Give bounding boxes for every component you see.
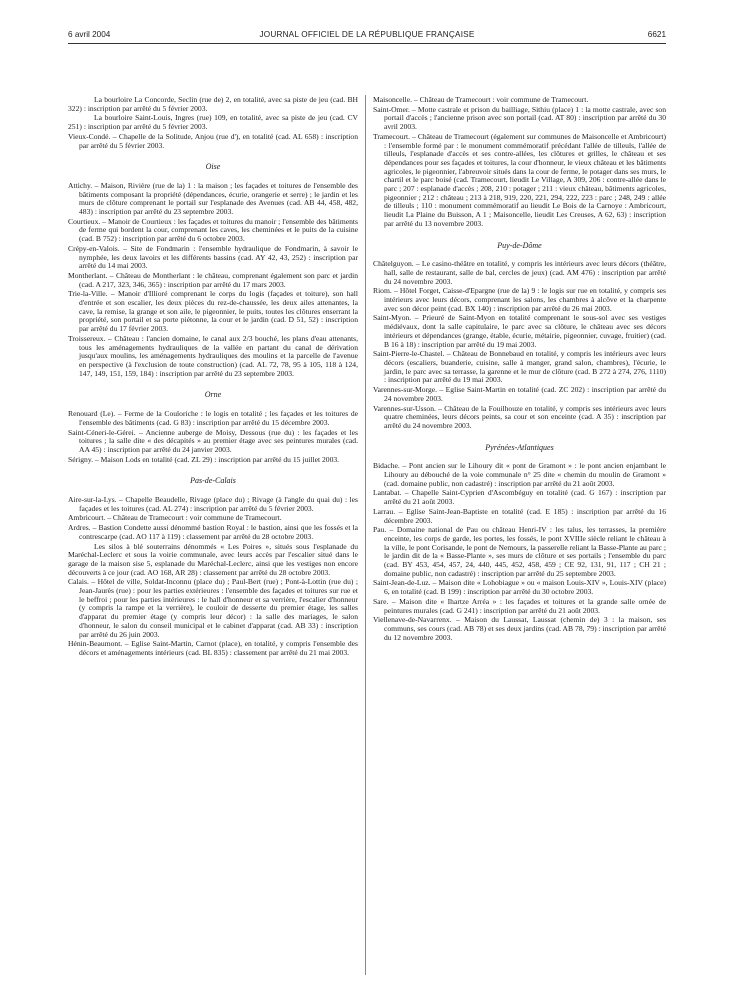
entry: Vieux-Condé. – Chapelle de la Solitude, Anjou (rue d'), en totalité (cad. AL 658) : inscription par arrêté du 5 février 2003. [68,131,358,150]
entry: Lantabat. – Chapelle Saint-Cyprien d'Ascombéguy en totalité (cad. G 167) : inscription par arrêté du 21 août 2003. [373,488,666,507]
page-header [68,30,666,42]
entry: Hénin-Beaumont. – Eglise Saint-Martin, Carnot (place), en totalité, y compris l'ensemble des décors et aménagements intérieurs (cad. BL 835) : classement par arrêté du 21 mai 2003. [68,639,358,657]
entry: Riom. – Hôtel Forget, Caisse-d'Epargne (rue de la) 9 : le logis sur rue en totalité, y compris ses intérieurs avec leurs décors, comprenant les salons, les chambres à alcôve et la charpente avec son décor peint (cad. BX 140) : inscription par arrêté du 26 mai 2003. [373,286,666,313]
entry: Tramecourt. – Château de Tramecourt (également sur communes de Maisoncelle et Ambricourt) : l'ensemble formé par : le monument commémoratif précédant l'allée de tilleuls, l'allée de tilleuls, l'esplanade d'accès et ses contre-allées, les clôtures et grilles, le château et ses dépendances pour ses façades et toitures, la cour d'honneur, le vieux château et les bâtiments agricoles, le pigeonnier, l'abreuvoir situés dans la cour de ferme, le potager dans ses murs, le chartil et le parc boisé (cad. Tramecourt, lieudit Le Village, A 309, 206 : contre-allée dans le parc ; 207 : esplanade d'accès ; 208, 210 : potager ; 211 : vieux château, bâtiments agricoles, pigeonnier ; 212 : château ; 213 à 218, 919, 220, 221, 294, 222, 223 : parc ; 248, 249 : allée de tilleuls ; 110 : monument commémoratif au lieudit Le Bois de la Carnoye : Ambricourt, lieudit La Plaine du Buisson, A 1 ; Maisoncelle, lieudit Les Creuses, A 62, 63) : inscription par arrêté du 13 novembre 2003. [373,131,666,228]
entry: Calais. – Hôtel de ville, Soldat-Inconnu (place du) ; Paul-Bert (rue) ; Pont-à-Lottin (rue du) ; Jean-Jaurès (rue) : pour les parties extérieures : l'ensemble des façades et toitures sur rue et le beffroi ; pour les parties intérieures : le hall d'honneur et sa verrière, l'escalier d'honneur (y compris la rampe et la verrière), le couloir de desserte du premier étage, les salles d'apparat du premier étage (y compris leur décor) : la salle des mariages, le salon d'honneur, le salon du conseil municipal et le cabinet d'apparat (cad. AB 33) : inscription par arrêté du 26 juin 2003. [68,577,358,639]
entry: Châtelguyon. – Le casino-théâtre en totalité, y compris les intérieurs avec leurs décors (théâtre, hall, salle de restaurant, salle de bal, cercles de jeux) (cad. AM 476) : inscription par arrêté du 24 novembre 2003. [373,259,666,286]
entry: La bourloire La Concorde, Seclin (rue de) 2, en totalité, avec sa piste de jeu (cad. BH 322) : inscription par arrêté du 5 février 2003. [68,95,358,113]
journal-title: JOURNAL OFFICIEL DE LA RÉPUBLIQUE FRANÇAISE [259,30,475,39]
entry: Renouard (Le). – Ferme de la Couloriche : le logis en totalité ; les façades et les toitures de l'ensemble des bâtiments (cad. G 83) : inscription par arrêté du 15 décembre 2003. [68,409,358,427]
entry: Maisoncelle. – Château de Tramecourt : voir commune de Tramecourt. [373,95,589,104]
section-heading-oise: Oise [205,162,221,172]
right-column [373,96,666,643]
entry: Ambricourt. – Château de Tramecourt : voir commune de Tramecourt. [68,513,282,523]
entry: Saint-Jean-de-Luz. – Maison dite « Lohobiague » ou « maison Louis-XIV », Louis-XIV (place) 6, en totalité (cad. B 199) : inscription par arrêté du 30 octobre 2003. [373,578,666,597]
entry: Viellenave-de-Navarrenx. – Maison du Laussat, Laussat (chemin de) 3 : la maison, ses communs, ses cours (cad. AB 78) et ses deux jardins (cad. AB 78, 79) : inscription par arrêté du 12 novembre 2003. [373,615,666,642]
entry: Sare. – Maison dite « Ihartze Arréa » : les façades et toitures et la grande salle ornée de peintures murales (cad. G 241) : inscription par arrêté du 21 août 2003. [373,596,666,615]
entry: Varennes-sur-Usson. – Château de la Fouilhouze en totalité, y compris ses intérieurs avec leurs quatre cheminées, leurs décors peints, sa cour et son enceinte (cad. A 35) : inscription par arrêté du 24 novembre 2003. [373,403,666,430]
section-heading-pyrenees-atlantiques: Pyrénées-Atlantiques [485,442,554,452]
section-heading-puy-de-dome: Puy-de-Dôme [497,240,542,250]
entry: Crépy-en-Valois. – Site de Fondmarin : l'ensemble hydraulique de Fondmarin, à savoir le nymphée, les deux lavoirs et les différents bassins (cad. AY 42, 43, 252) : inscription par arrêté du 14 mai 2003. [68,243,358,271]
entry: Aire-sur-la-Lys. – Chapelle Beaudelle, Rivage (place du) ; Rivage (à l'angle du quai du) : les façades et les toitures (cad. AL 274) : inscription par arrêté du 5 février 2003. [68,495,358,513]
entry: Saint-Myon. – Prieuré de Saint-Myon en totalité comprenant le sous-sol avec ses vestiges médiévaux, dont la salle capitulaire, le parc avec sa clôture, le château avec ses décors intérieurs et dépendances (grange, étable, écurie, métairie, pigeonnier, cuvage, fruitier) (cad. B 16 à 18) : inscription par arrêté du 19 mai 2003. [373,313,666,349]
entry: Saint-Omer. – Motte castrale et prison du bailliage, Sithiu (place) 1 : la motte castrale, avec son portail d'accès ; l'ancienne prison avec son portail (cad. AT 80) : inscription par arrêté du 30 avril 2003. [373,104,666,132]
entry: Bidache. – Pont ancien sur le Lihoury dit « pont de Gramont » : le pont ancien enjambant le Lihoury au débouché de la voie communale n° 25 dite « chemin du moulin de Gramont » (cad. domaine public, non cadastré) : inscription par arrêté du 21 août 2003. [373,461,666,488]
left-column [68,96,358,659]
entry: Saint-Pierre-le-Chastel. – Château de Bonnebaud en totalité, y compris les intérieurs avec leurs décors (escaliers, buanderie, cuisine, salle à manger, grand salon, chambres), l'écurie, le jardin, le parc avec sa terrasse, la garenne et le mur de clôture (cad. B 272 à 274, 276, 1110) : inscription par arrêté du 19 mai 2003. [373,349,666,385]
entry: Courtieux. – Manoir de Courtieux : les façades et toitures du manoir ; l'ensemble des bâtiments de ferme qui bordent la cour, comprenant les caves, les cheminées et le puits de la cuisine (cad. B 752) : inscription par arrêté du 6 octobre 2003. [68,216,358,244]
entry: Trie-la-Ville. – Manoir d'Illioré comprenant le corps du logis (façades et toiture), son hall d'entrée et son escalier, les deux pièces du rez-de-chaussée, les deux ailes attenantes, la cave, la remise, la grange et son aile, le pigeonnier, le puits, toutes les clôtures enserrant la propriété, son portail et sa porte piétonne, la cour et le jardin (cad. D 51, 52) : inscription par arrêté du 17 février 2003. [68,289,358,334]
entry: Montherlant. – Château de Montherlant : le château, comprenant également son parc et jardin (cad. A 217, 323, 346, 365) : inscription par arrêté du 17 mars 2003. [68,270,358,289]
entry: Ardres. – Bastion Condette aussi dénommé bastion Royal : le bastion, ainsi que les fossés et la contrescarpe (cad. AO 117 à 119) : classement par arrêté du 28 octobre 2003. [68,523,358,541]
entry: Varennes-sur-Morge. – Eglise Saint-Martin en totalité (cad. ZC 202) : inscription par arrêté du 24 novembre 2003. [373,385,666,403]
section-heading-pas-de-calais: Pas-de-Calais [190,476,236,486]
entry: Sérigny. – Maison Lods en totalité (cad. ZL 29) : inscription par arrêté du 15 juillet 2003. [68,454,340,464]
entry: Saint-Céneri-le-Gérei. – Ancienne auberge de Moisy, Dessous (rue du) : les façades et les toitures ; la salle dite « des décapités » au premier étage avec ses peintures murales (cad. AA 45) : inscription par arrêté du 24 janvier 2003. [68,427,358,454]
entry: La bourloire Saint-Louis, Ingres (rue) 109, en totalité, avec sa piste de jeu (cad. CV 251) : inscription par arrêté du 5 février 2003. [68,113,358,132]
entry: Troissereux. – Château : l'ancien domaine, le canal aux 2/3 bouché, les plans d'eau attenants, tous les aménagements hydrauliques de la vallée en partant du canal de dérivation jusqu'aux moulins, les aménagements hydrauliques des moulins et la parcelle de l'avenue en perspective (à l'exclusion de toute construction) (cad. AL 72, 78, 95 à 105, 118 à 124, 147, 149, 151, 159, 184) : inscription par arrêté du 23 septembre 2003. [68,333,358,378]
page-number: 6621 [647,30,666,39]
section-heading-orne: Orne [204,390,222,400]
header-rule [68,43,666,44]
entry: Pau. – Domaine national de Pau ou château Henri-IV : les talus, les terrasses, la première enceinte, les corps de garde, les portes, les fossés, le pont XVIIIe siècle reliant le château à la ville, le pont Corisande, le pont de Nemours, la passerelle reliant la Basse-Plante au parc ; le jardin dit de la « Basse-Plante », ses murs de clôture et ses portails ; l'ensemble du parc (cad. BY 453, 454, 457, 24, 440, 445, 452, 458, 459 ; CE 92, 131, 91, 117 ; CH 21 ; domaine public, non cadastré) : inscription par arrêté du 25 septembre 2003. [373,525,666,578]
column-separator [365,95,366,975]
entry: Attichy. – Maison, Rivière (rue de la) 1 : la maison ; les façades et toitures de l'ensemble des bâtiments composant la propriété (dépendances, écurie, orangerie et serre) ; le jardin et les murs de clôture comprenant le portail sur l'esplanade des Avenues (cad. AB 44, 458, 482, 483) : inscription par arrêté du 23 septembre 2003. [68,180,358,217]
entry: Les silos à blé souterrains dénommés « Les Poires », situés sous l'esplanade du Maréchal-Leclerc et sous la voirie communale, avec leurs accès par l'escalier situé dans le garage de la maison sise 5, esplanade du Maréchal-Leclerc, ainsi que les vestiges non encore découverts à ce jour (cad. AO 168, AR 28) : classement par arrêté du 28 octobre 2003. [68,541,358,577]
header-date: 6 avril 2004 [68,30,111,39]
entry: Larrau. – Eglise Saint-Jean-Baptiste en totalité (cad. E 185) : inscription par arrêté du 16 décembre 2003. [373,506,666,525]
